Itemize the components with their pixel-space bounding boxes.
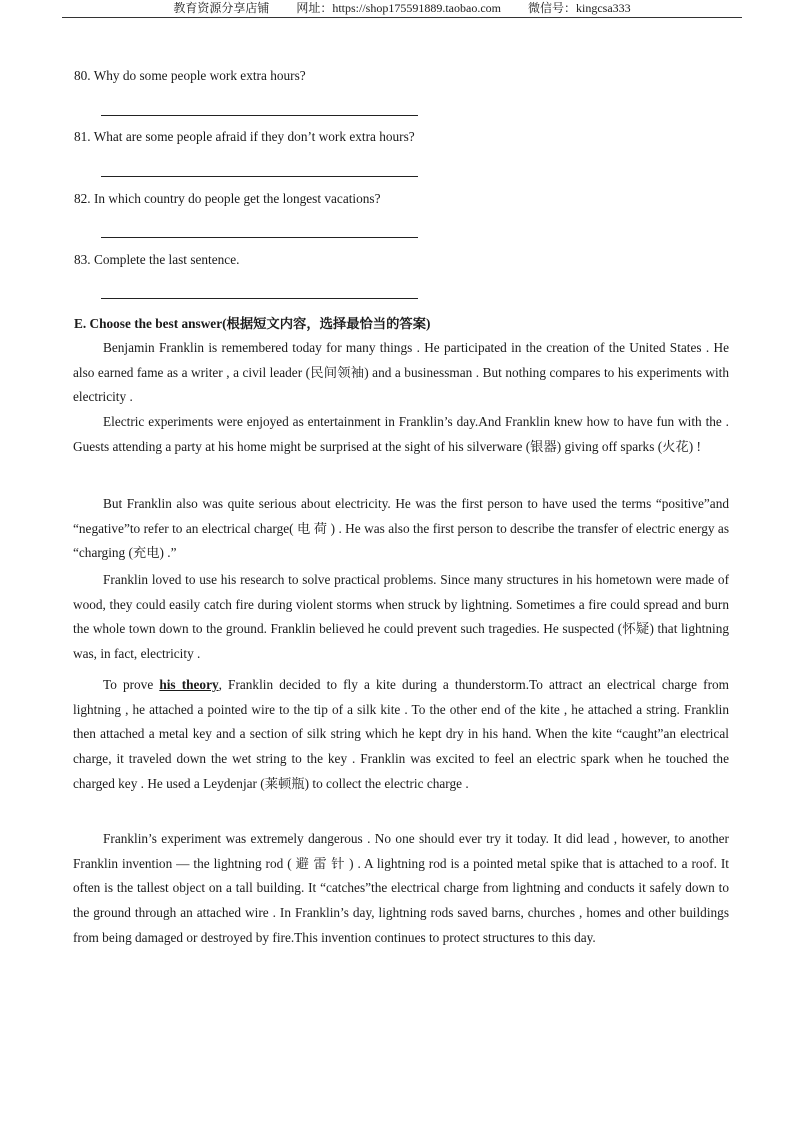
paragraph-3: But Franklin also was quite serious about electricity. He was the first person to have used the terms “positive”and “negative”to refer to an electrical charge( 电 荷 ) . He was also the first person to describe the transfer of electric energy as “charging (充电) .” <box>73 496 729 561</box>
page-header <box>62 0 742 18</box>
question-81: 81. What are some people afraid if they don’t work extra hours? <box>74 129 415 144</box>
answer-line-81[interactable] <box>101 176 418 177</box>
paragraph-1: Benjamin Franklin is remembered today for many things . He participated in the creation of the United States . He also earned fame as a writer , a civil leader (民间领袖) and a businessman . But nothing compares to his experiments with electricity . <box>73 340 729 405</box>
shop-url: 网址：https://shop175591889.taobao.com <box>296 1 501 15</box>
question-82: 82. In which country do people get the longest vacations? <box>74 191 381 206</box>
paragraph-5-body: , Franklin decided to fly a kite during a thunderstorm.To attract an electrical charge from lightning , he attached a pointed wire to the tip of a silk kite . To the other end of the kite , he attached a string. Franklin then attached a metal key and a section of silk string which he kept dry in his hand. When the kite “caught”an electrical charge, it traveled down the wet string to the key . Franklin was excited to feel an electric spark when he touched the charged key . He used a Leydenjar (莱顿瓶) to collect the electric charge . <box>73 677 729 791</box>
shop-name: 教育资源分享店铺 <box>173 1 270 15</box>
his-theory-underlined: his theory <box>159 677 219 692</box>
answer-line-80[interactable] <box>101 115 418 116</box>
section-title: E. Choose the best answer(根据短文内容，选择最恰当的答案) <box>74 316 431 331</box>
paragraph-5 <box>73 673 729 797</box>
answer-line-83[interactable] <box>101 298 418 299</box>
question-83: 83. Complete the last sentence. <box>74 252 240 267</box>
answer-line-82[interactable] <box>101 237 418 238</box>
paragraph-5-lead: To prove <box>103 677 160 692</box>
wechat-id: 微信号：kingcsa333 <box>528 1 631 15</box>
question-80: 80. Why do some people work extra hours? <box>74 68 306 83</box>
paragraph-4: Franklin loved to use his research to solve practical problems. Since many structures in his hometown were made of wood, they could easily catch fire during violent storms when struck by lightning. Sometimes a fire could spread and burn the whole town down to the ground. Franklin believed he could prevent such tragedies. He suspected (怀疑) that lightning was, in fact, electricity . <box>73 572 729 662</box>
paragraph-2: Electric experiments were enjoyed as entertainment in Franklin’s day.And Franklin knew how to have fun with the . Guests attending a party at his home might be surprised at the sight of his silverware (银器) giving off sparks (火花) ! <box>73 414 729 454</box>
paragraph-6: Franklin’s experiment was extremely dangerous . No one should ever try it today. It did lead , however, to another Franklin invention — the lightning rod ( 避 雷 针 ) . A lightning rod is a pointed metal spike that is attached to a roof. It often is the tallest object on a tall building. It “catches”the electrical charge from lightning and conducts it safely down to the ground through an attached wire . In Franklin’s day, lightning rods saved barns, churches , homes and other buildings from being damaged or destroyed by fire.This invention continues to protect structures to this day. <box>73 831 729 945</box>
